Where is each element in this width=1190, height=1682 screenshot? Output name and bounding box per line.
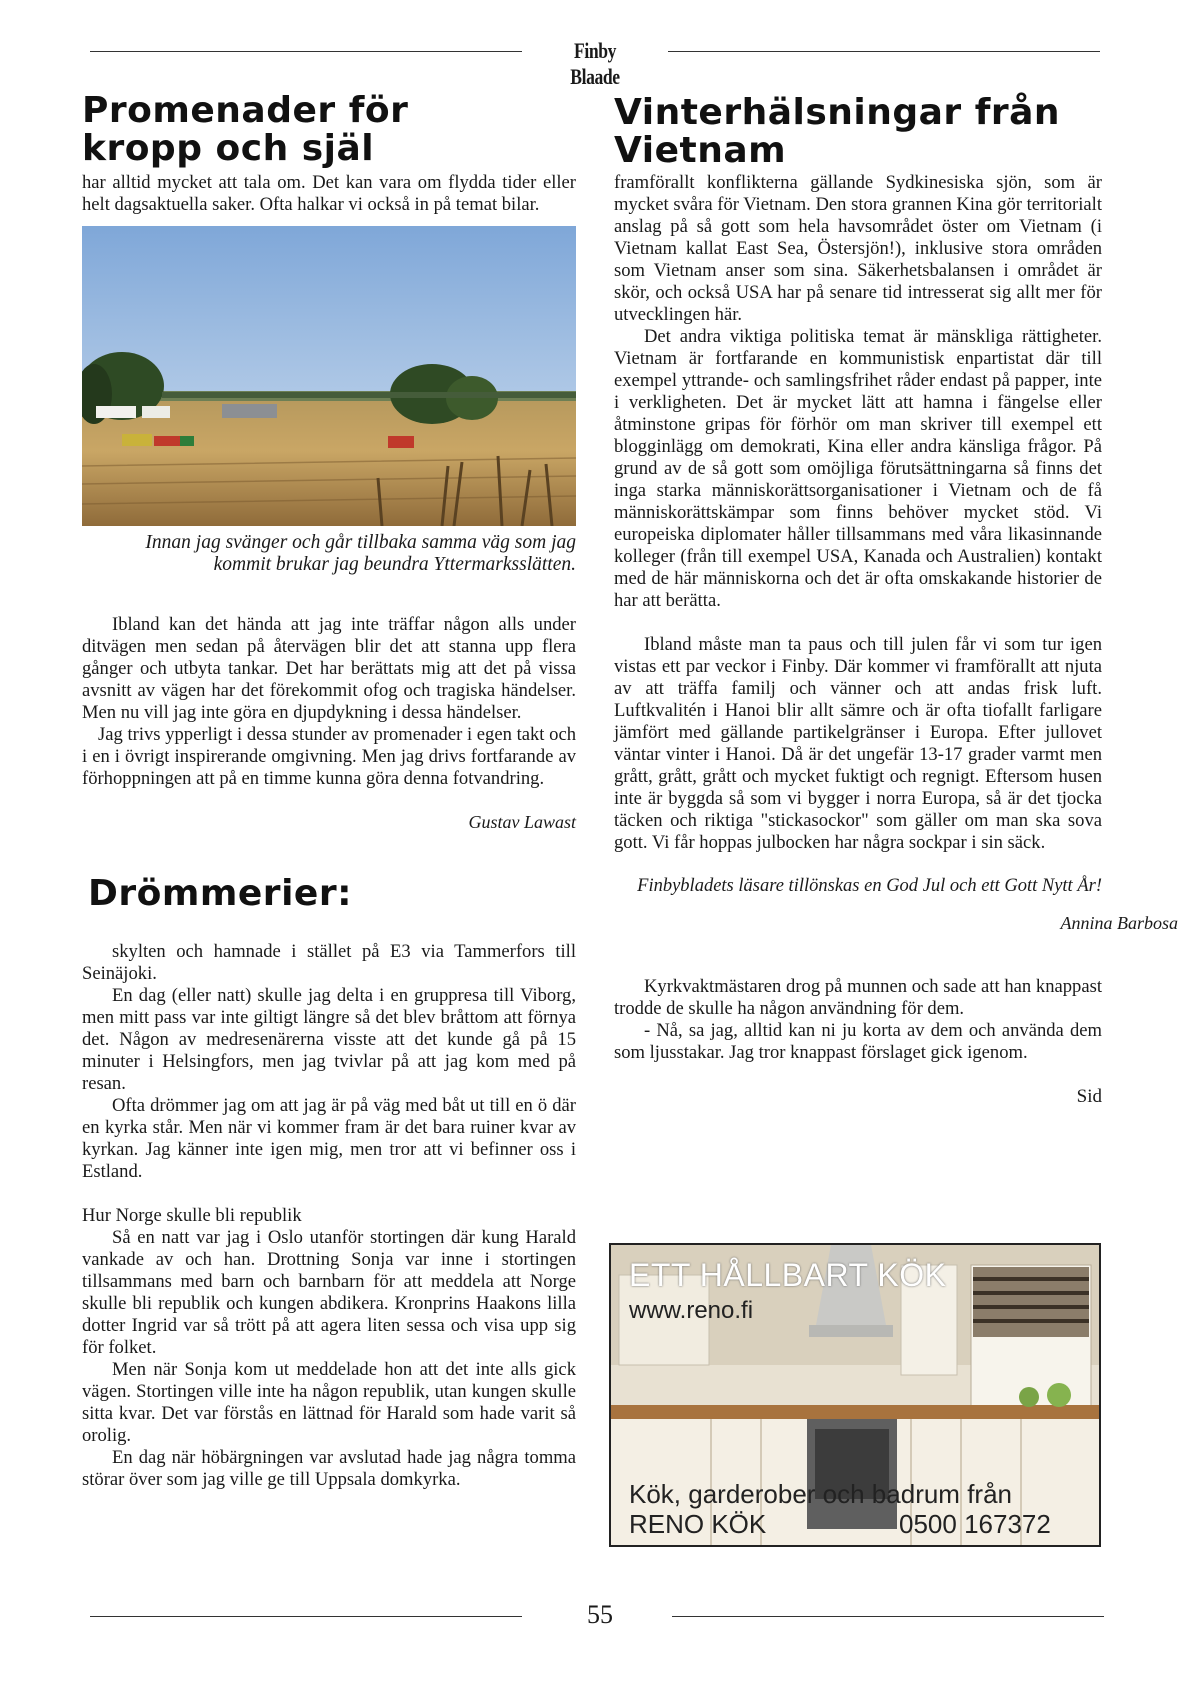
harvest-field-photo bbox=[82, 226, 576, 526]
article-paragraph: framförallt konflikterna gällande Sydkinesiska sjön, som är mycket svåra för Vietnam. Den stora grannen Kina gör territorialt anslag på så gott som hela havsområdet öster om Vietnam (i Vietnam kallat East Sea, Östersjön!), inklusive stora områden som Vietnam anser som sina. Säkerhetsbalansen i området är skör, och också USA har på senare tid intresserat sig allt mer för utvecklingen här. bbox=[614, 172, 1103, 325]
ad-url[interactable]: www.reno.fi bbox=[629, 1297, 754, 1324]
masthead-rule-left bbox=[90, 51, 522, 52]
article-paragraph: Ofta drömmer jag om att jag är på väg med båt ut till en ö där en kyrka står. Men när vi kommer fram är det bara ruiner kvar av kyrkan. Jag känner inte igen mig, men tror att vi befinner oss i Estland. bbox=[82, 1095, 576, 1182]
article-intro: har alltid mycket att tala om. Det kan vara om flydda tider eller helt dagsaktuella saker. Ofta halkar vi också in på temat bilar. bbox=[82, 172, 576, 215]
article-paragraph: Det andra viktiga politiska temat är mänskliga rättigheter. Vietnam är fortfarande en kommunistisk enpartistat där till exempel yttrande- och samlingsfrihet råder endast på papper, inte i verkligheten. Det är mycket lätt att hamna i fängelse eller åtminstone gripas för förhör om man skriver till exempel ett blogginlägg om demokrati, Kina eller andra känsliga frågor. På grund av de så gott som omöjliga förutsättningarna så finns det inga starka människorättsorganisationer i Vietnam och de få människorättskämpar som finns behöver mycket stöd. Vi europeiska diplomater håller tillsammans med våra likasinnande kolleger (från till exempel USA, Kanada och Australien) kontakt med de här människorna och det är ofta omskakande historier de har att berätta. bbox=[614, 326, 1102, 611]
page-number: 55 bbox=[587, 1600, 613, 1629]
masthead: Finby Blaade bbox=[570, 38, 620, 89]
article-dreams-body bbox=[82, 941, 576, 1491]
masthead-rule-right bbox=[668, 51, 1100, 52]
article-title: Drömmerier: bbox=[88, 873, 352, 914]
article-title: Vinterhälsningar från Vietnam bbox=[614, 92, 1061, 171]
article-paragraph: - Nå, sa jag, alltid kan ni ju korta av dem och använda dem som ljusstakar. Jag tror knappast förslaget gick igenom. bbox=[614, 1020, 1102, 1063]
article-promenader bbox=[82, 92, 576, 1491]
article-paragraph: Ibland måste man ta paus och till julen får vi som tur igen vistas ett par veckor i Finby. Där kommer vi framförallt att njuta av att träffa familj och vänner och att andas frisk luft. Luftkvalitén i Hanoi blir allt sämre och är ofta tiofallt farligare jämfört med gällande partikelgränser i Europa. Efter jullovet väntar vinter i Hanoi. Då är det ungefär 13-17 grader varmt men grått, grått, grått och mycket fuktigt och regnigt. Eftersom husen inte är byggda så som vi bygger i norra Europa, så är det tjocka täcken och riktiga "stickasockor" som gäller om man ska sova gott. Vi får hoppas julbocken har några sockpar i sin säck. bbox=[614, 634, 1102, 853]
article-subhead: Hur Norge skulle bli republik bbox=[82, 1205, 302, 1226]
article-paragraph: Jag trivs ypperligt i dessa stunder av promenader i egen takt och i en i övrigt inspirerande omgivning. Men jag drivs fortfarande av förhoppningen att på en timme kunna göra denna fotvandring. bbox=[82, 724, 576, 789]
footer-rule-left bbox=[90, 1616, 522, 1617]
reno-kitchen-ad[interactable] bbox=[609, 1243, 1101, 1547]
photo-caption: Innan jag svänger och går tillbaka samma väg som jag kommit brukar jag beundra Yttermarksslätten. bbox=[145, 532, 576, 575]
ad-phone[interactable]: 0500 167372 bbox=[899, 1509, 1051, 1539]
article-vietnam bbox=[614, 92, 1178, 1108]
article-author: Annina Barbosa bbox=[1060, 913, 1178, 933]
article-paragraph: Ibland kan det hända att jag inte träffar någon alls under ditvägen men sedan på återvägen blir det att stanna upp flera gånger och utbyta tankar. Det har berättats mig att det på vissa avsnitt av vägen har det förekommit ofog och tragiska händelser. Men nu vill jag inte göra en djupdykning i dessa händelser. bbox=[82, 614, 576, 723]
article-paragraph: En dag (eller natt) skulle jag delta i en gruppresa till Viborg, men mitt pass var inte giltigt längre så det blev bråttom att förnya det. Någon av medresenärerna visste att det kunde gå på 15 minuter i Helsingfors, men jag tvivlar på att jag kom med på resan. bbox=[82, 985, 576, 1094]
ad-headline: ETT HÅLLBART KÖK bbox=[629, 1257, 947, 1293]
holiday-greeting: Finbybladets läsare tillönskas en God Jul och ett Gott Nytt År! bbox=[637, 876, 1102, 896]
ad-brand: RENO KÖK bbox=[629, 1509, 767, 1539]
article-author: Gustav Lawast bbox=[468, 812, 576, 832]
article-author: Sid bbox=[1076, 1086, 1102, 1107]
article-paragraph: Kyrkvaktmästaren drog på munnen och sade att han knappast trodde de skulle ha någon användning för dem. bbox=[614, 976, 1102, 1019]
article-paragraph: skylten och hamnade i stället på E3 via Tammerfors till Seinäjoki. bbox=[82, 941, 576, 984]
article-church-body bbox=[614, 976, 1102, 1108]
footer-rule-right bbox=[672, 1616, 1104, 1617]
article-paragraph: Men när Sonja kom ut meddelade hon att det inte alls gick vägen. Stortingen ville inte ha någon republik, utan kungen skulle sitta kvar. Det var förstås en lättnad för Harald som hade varit så orolig. bbox=[82, 1359, 576, 1446]
article-title: Promenader för kropp och själ bbox=[82, 90, 409, 169]
photo-graphic bbox=[82, 226, 576, 526]
article-paragraph: En dag när höbärgningen var avslutad hade jag några tomma störar över som jag ville ge till Uppsala domkyrka. bbox=[82, 1447, 576, 1490]
ad-tagline: Kök, garderober och badrum från bbox=[629, 1479, 1012, 1509]
article-paragraph: Så en natt var jag i Oslo utanför stortingen där kung Harald vankade av och han. Drottning Sonja var inne i stortingen tillsammans med barn och barnbarn för att meddela att Norge skulle bli republik och kungen abdikera. Kronprins Haakons lilla dotter Ingrid var så trött på att agera liten sessa och visa upp sig för folket. bbox=[82, 1227, 576, 1358]
